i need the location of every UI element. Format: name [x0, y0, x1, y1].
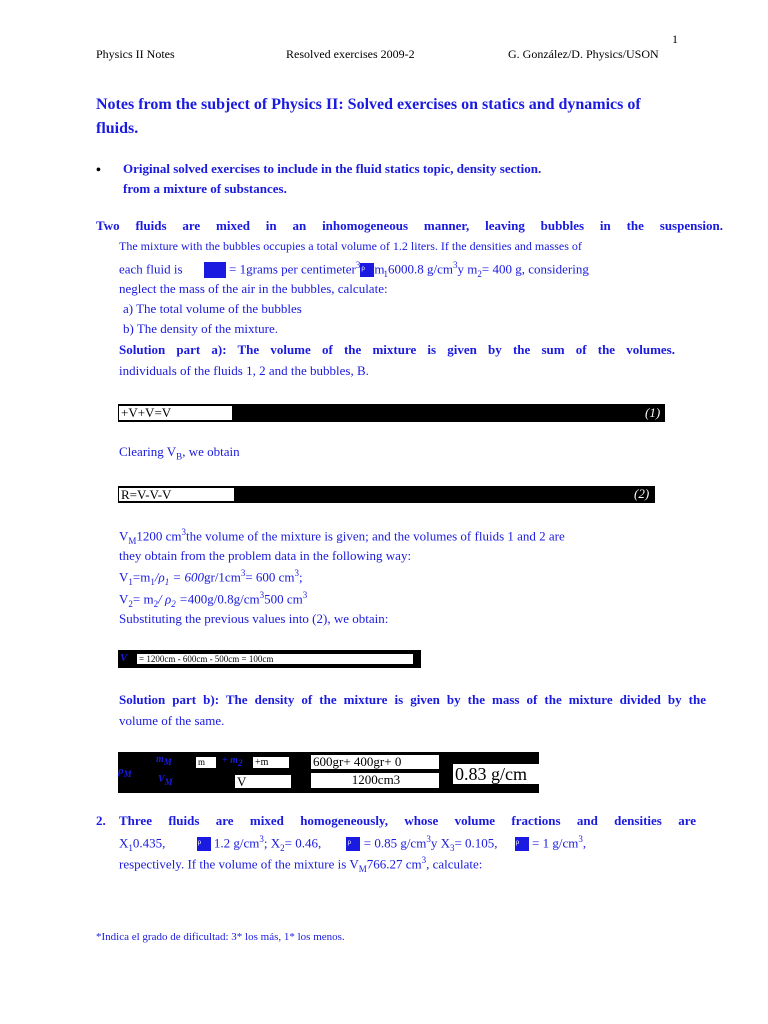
problem1-line2: The mixture with the bubbles occupies a total volume of 1.2 liters. If the densities and masses of: [119, 239, 582, 253]
bullet-line2: from a mixture of substances.: [123, 181, 287, 196]
problem2-line3: respectively. If the volume of the mixture is $V_M766.27$ $cm^3$, calculate:: [119, 855, 483, 874]
clearing-text: Clearing $V_B$, we obtain: [119, 444, 240, 462]
equation-4-plus-m: +m: [252, 756, 290, 769]
v1-line: $V_1=m_1/\rho_1 = 600gr/1cm^3= 600$ $cm^3$;: [119, 568, 303, 587]
v-m-symbol-icon: $V_M$: [158, 774, 173, 787]
equation-1-tag: (1): [645, 405, 661, 420]
problem1-line1: Two fluids are mixed in an inhomogeneous manner, leaving bubbles in the suspension.: [96, 218, 723, 233]
rho1-symbol-icon: [204, 262, 226, 278]
equation-3-lhs: V: [120, 652, 128, 664]
v2-line: $V_2= m_2/$ $\rho_2 =400g/0.8g/cm^3500$ $cm^3$: [119, 590, 308, 609]
equation-2-tag: (2): [634, 486, 650, 501]
problem2-number: 2.: [96, 813, 106, 828]
problem1-line3: each fluid is = 1grams per centimeter$^3$ρ $m_16000.8$ $g/cm^3y$ $m_2= 400$ g, considering: [119, 260, 589, 279]
header-center: Resolved exercises 2009-2: [286, 47, 415, 61]
equation-4-numerator: 600gr+ 400gr+ 0: [310, 754, 440, 770]
m-m-symbol-icon: $m_M$: [156, 754, 172, 767]
rho3-symbol-icon: ρ: [515, 837, 529, 851]
solution-a-line1: Solution part a): The volume of the mixture is given by the sum of the volumes.: [119, 342, 675, 357]
header-left: Physics II Notes: [96, 47, 175, 61]
equation-2: R=V-V-V: [118, 487, 235, 502]
rho-m-symbol-icon: $\rho_M$: [118, 765, 132, 780]
equation-4-v: V: [234, 774, 292, 789]
rho1-symbol-icon: ρ: [197, 837, 211, 851]
problem1-item-a: a) The total volume of the bubbles: [123, 301, 302, 316]
equation-4-denominator: 1200cm3: [310, 772, 440, 789]
solution-a-line2: individuals of the fluids 1, 2 and the bubbles, B.: [119, 363, 369, 378]
bullet-icon: •: [96, 163, 101, 178]
vm-line1: $V_M1200$ $cm^3the$ volume of the mixture is given; and the volumes of fluids 1 and 2 are: [119, 527, 565, 546]
problem1-item-b: b) The density of the mixture.: [123, 321, 279, 336]
solution-b-line1: Solution part b): The density of the mixture is given by the mass of the mixture divided by the: [119, 692, 706, 707]
equation-1: +V+V=V: [118, 405, 233, 421]
bullet-line1: Original solved exercises to include in the fluid statics topic, density section.: [123, 161, 542, 176]
m2-symbol-icon: + $m_2$: [222, 755, 243, 768]
equation-3: = 1200cm - 600cm - 500cm = 100cm: [136, 653, 414, 665]
equation-4-result: 0.83 g/cm: [452, 763, 539, 785]
vm-line2: they obtain from the problem data in the following way:: [119, 548, 412, 563]
document-title-line2: fluids.: [96, 120, 139, 137]
page-number: 1: [672, 32, 678, 46]
rho2-symbol-icon: ρ: [346, 837, 360, 851]
document-title-line1: Notes from the subject of Physics II: Solved exercises on statics and dynamics of: [96, 96, 641, 113]
substituting-text: Substituting the previous values into (2), we obtain:: [119, 611, 389, 626]
rho2-symbol-icon: ρ: [360, 263, 374, 277]
footnote: *Indica el grado de dificultad: 3* los más, 1* los menos.: [96, 931, 345, 943]
problem2-line1: Three fluids are mixed homogeneously, whose volume fractions and densities are: [119, 813, 696, 828]
header-right: G. González/D. Physics/USON: [508, 47, 659, 61]
equation-4-m: m: [195, 756, 217, 769]
solution-b-line2: volume of the same.: [119, 713, 225, 728]
problem2-line2: $X_10.435$, ρ 1.2 $g/cm^3$; $X_2= 0.46$, ρ = 0.85 $g/cm^3y$ $X_3= 0.105$, ρ = 1 $g/cm^3$,: [119, 834, 587, 853]
problem1-line4: neglect the mass of the air in the bubbles, calculate:: [119, 281, 388, 296]
